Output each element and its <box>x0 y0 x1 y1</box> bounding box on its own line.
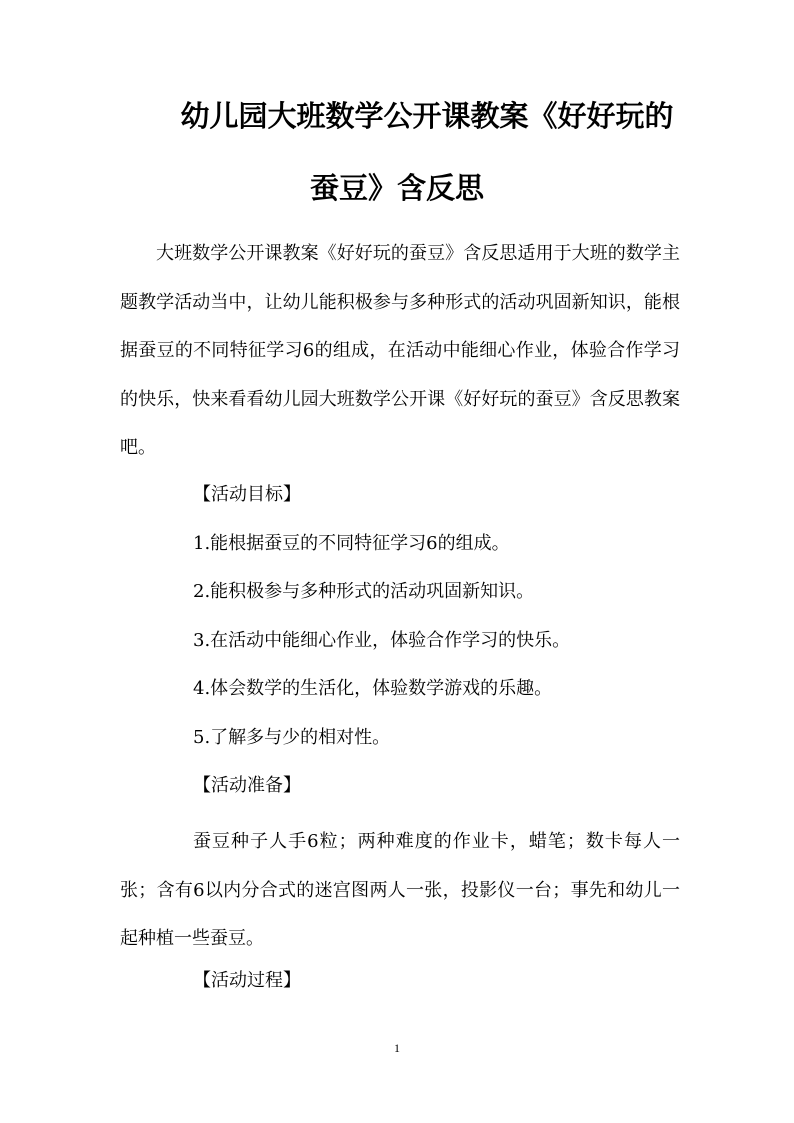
goal-item-2: 2.能积极参与多种形式的活动巩固新知识。 <box>193 581 535 602</box>
process-heading: 【活动过程】 <box>193 970 301 991</box>
goal-item-5: 5.了解多与少的相对性。 <box>193 727 391 748</box>
prep-paragraph: 蚕豆种子人手6粒；两种难度的作业卡，蜡笔；数卡每人一张；含有6以内分合式的迷宫图两人一张，投影仪一台；事先和幼儿一起种植一些蚕豆。 <box>120 831 680 949</box>
prep-heading: 【活动准备】 <box>193 775 301 796</box>
goal-item-3: 3.在活动中能细心作业，体验合作学习的快乐。 <box>193 630 571 651</box>
goals-heading: 【活动目标】 <box>193 484 301 505</box>
goal-item-4: 4.体会数学的生活化，体验数学游戏的乐趣。 <box>193 678 553 699</box>
intro-paragraph: 大班数学公开课教案《好好玩的蚕豆》含反思适用于大班的数学主题教学活动当中，让幼儿能积极参与多种形式的活动巩固新知识，能根据蚕豆的不同特征学习6的组成，在活动中能细心作业，体验合作学习的快乐，快来看看幼儿园大班数学公开课《好好玩的蚕豆》含反思教案吧。 <box>120 243 680 458</box>
goal-item-1: 1.能根据蚕豆的不同特征学习6的组成。 <box>193 533 510 554</box>
title-line-2: 蚕豆》含反思 <box>309 171 484 205</box>
title-line-1: 幼儿园大班数学公开课教案《好好玩的 <box>180 99 674 133</box>
page-number: 1 <box>394 1041 400 1055</box>
